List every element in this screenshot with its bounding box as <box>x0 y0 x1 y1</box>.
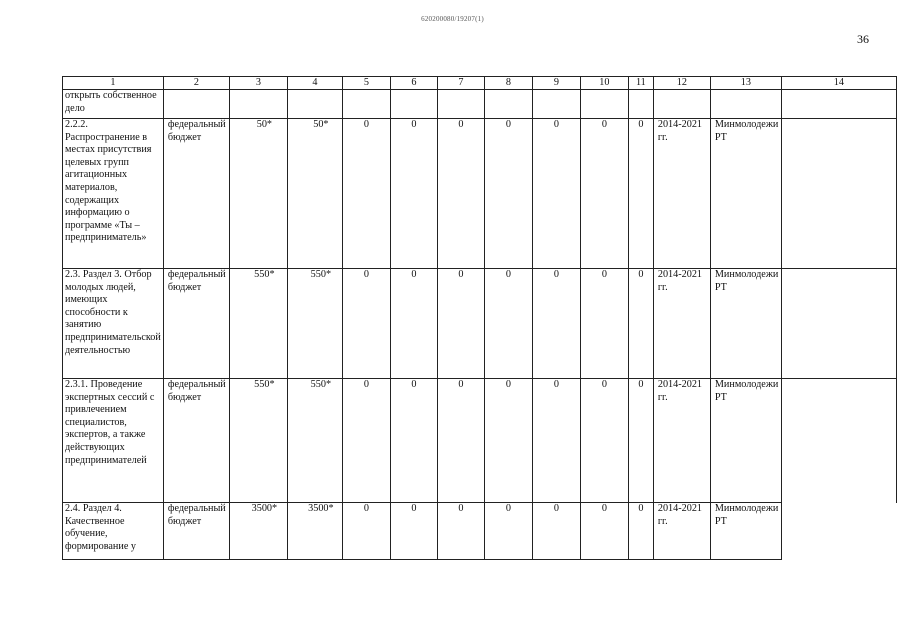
funding-source-cell: федеральный бюджет <box>163 119 229 269</box>
total-cell: 3500* <box>229 503 287 560</box>
budget-table <box>62 76 897 560</box>
total-cell: 50* <box>229 119 287 269</box>
value-cell: 0 <box>532 379 580 503</box>
value-cell: 0 <box>532 503 580 560</box>
value-cell <box>580 90 628 119</box>
table-row <box>63 90 897 119</box>
value-cell: 0 <box>580 503 628 560</box>
value-cell: 0 <box>484 119 532 269</box>
value-cell <box>437 90 484 119</box>
table-row <box>63 269 897 379</box>
activity-cell: 2.3.1. Проведение экспертных сессий с привлечением специалистов, экспертов, а также действующих предпринимателей <box>63 379 164 503</box>
header-cell: 13 <box>710 77 781 90</box>
activity-cell: 2.3. Раздел 3. Отбор молодых людей, имеющих способности к занятию предпринимательской деятельностью <box>63 269 164 379</box>
document-id: 620200080/19207(1) <box>421 15 484 23</box>
amount-cell: 550* <box>287 269 342 379</box>
total-cell: 550* <box>229 269 287 379</box>
header-cell: 5 <box>342 77 390 90</box>
header-cell: 9 <box>532 77 580 90</box>
table-row <box>63 119 897 269</box>
value-cell: 0 <box>342 379 390 503</box>
value-cell: 0 <box>580 119 628 269</box>
value-cell <box>628 90 653 119</box>
value-cell: 0 <box>484 379 532 503</box>
total-cell: 550* <box>229 379 287 503</box>
period-cell: 2014-2021 гг. <box>653 269 710 379</box>
amount-cell: 550* <box>287 379 342 503</box>
value-cell: 0 <box>628 269 653 379</box>
header-cell: 11 <box>628 77 653 90</box>
table-row <box>63 503 897 560</box>
amount-cell: 50* <box>287 119 342 269</box>
empty-cell <box>781 503 896 560</box>
value-cell: 0 <box>437 379 484 503</box>
value-cell: 0 <box>342 119 390 269</box>
empty-cell <box>781 379 896 503</box>
total-cell <box>229 90 287 119</box>
executor-cell: Минмолодежи РТ <box>710 503 781 560</box>
period-cell <box>653 90 710 119</box>
header-cell: 14 <box>781 77 896 90</box>
value-cell: 0 <box>437 269 484 379</box>
value-cell: 0 <box>628 119 653 269</box>
activity-cell: 2.2.2. Распространение в местах присутствия целевых групп агитационных материалов, содержащих информацию о программе «Ты – предприниматель» <box>63 119 164 269</box>
period-cell: 2014-2021 гг. <box>653 119 710 269</box>
value-cell: 0 <box>532 269 580 379</box>
page-number: 36 <box>857 32 869 46</box>
funding-source-cell: федеральный бюджет <box>163 379 229 503</box>
value-cell <box>342 90 390 119</box>
empty-cell <box>781 269 896 379</box>
value-cell <box>390 90 437 119</box>
value-cell: 0 <box>532 119 580 269</box>
executor-cell: Минмолодежи РТ <box>710 119 781 269</box>
value-cell: 0 <box>484 503 532 560</box>
header-cell: 4 <box>287 77 342 90</box>
empty-cell <box>781 119 896 269</box>
activity-cell: открыть собственное дело <box>63 90 164 119</box>
header-row <box>63 77 897 90</box>
header-cell: 10 <box>580 77 628 90</box>
table-row <box>63 379 897 503</box>
amount-cell: 3500* <box>287 503 342 560</box>
value-cell: 0 <box>390 119 437 269</box>
executor-cell <box>710 90 781 119</box>
activity-cell: 2.4. Раздел 4. Качественное обучение, формирование у <box>63 503 164 560</box>
header-cell: 8 <box>484 77 532 90</box>
value-cell: 0 <box>342 503 390 560</box>
header-cell: 2 <box>163 77 229 90</box>
funding-source-cell: федеральный бюджет <box>163 503 229 560</box>
header-cell: 6 <box>390 77 437 90</box>
value-cell: 0 <box>390 269 437 379</box>
value-cell <box>484 90 532 119</box>
value-cell: 0 <box>580 379 628 503</box>
value-cell: 0 <box>628 503 653 560</box>
value-cell: 0 <box>437 503 484 560</box>
funding-source-cell: федеральный бюджет <box>163 269 229 379</box>
header-cell: 3 <box>229 77 287 90</box>
header-cell: 12 <box>653 77 710 90</box>
value-cell: 0 <box>390 503 437 560</box>
value-cell: 0 <box>628 379 653 503</box>
amount-cell <box>287 90 342 119</box>
value-cell: 0 <box>390 379 437 503</box>
value-cell: 0 <box>580 269 628 379</box>
executor-cell: Минмолодежи РТ <box>710 269 781 379</box>
period-cell: 2014-2021 гг. <box>653 503 710 560</box>
executor-cell: Минмолодежи РТ <box>710 379 781 503</box>
empty-cell <box>781 90 896 119</box>
value-cell <box>532 90 580 119</box>
value-cell: 0 <box>437 119 484 269</box>
value-cell: 0 <box>484 269 532 379</box>
period-cell: 2014-2021 гг. <box>653 379 710 503</box>
funding-source-cell <box>163 90 229 119</box>
header-cell: 7 <box>437 77 484 90</box>
value-cell: 0 <box>342 269 390 379</box>
header-cell: 1 <box>63 77 164 90</box>
